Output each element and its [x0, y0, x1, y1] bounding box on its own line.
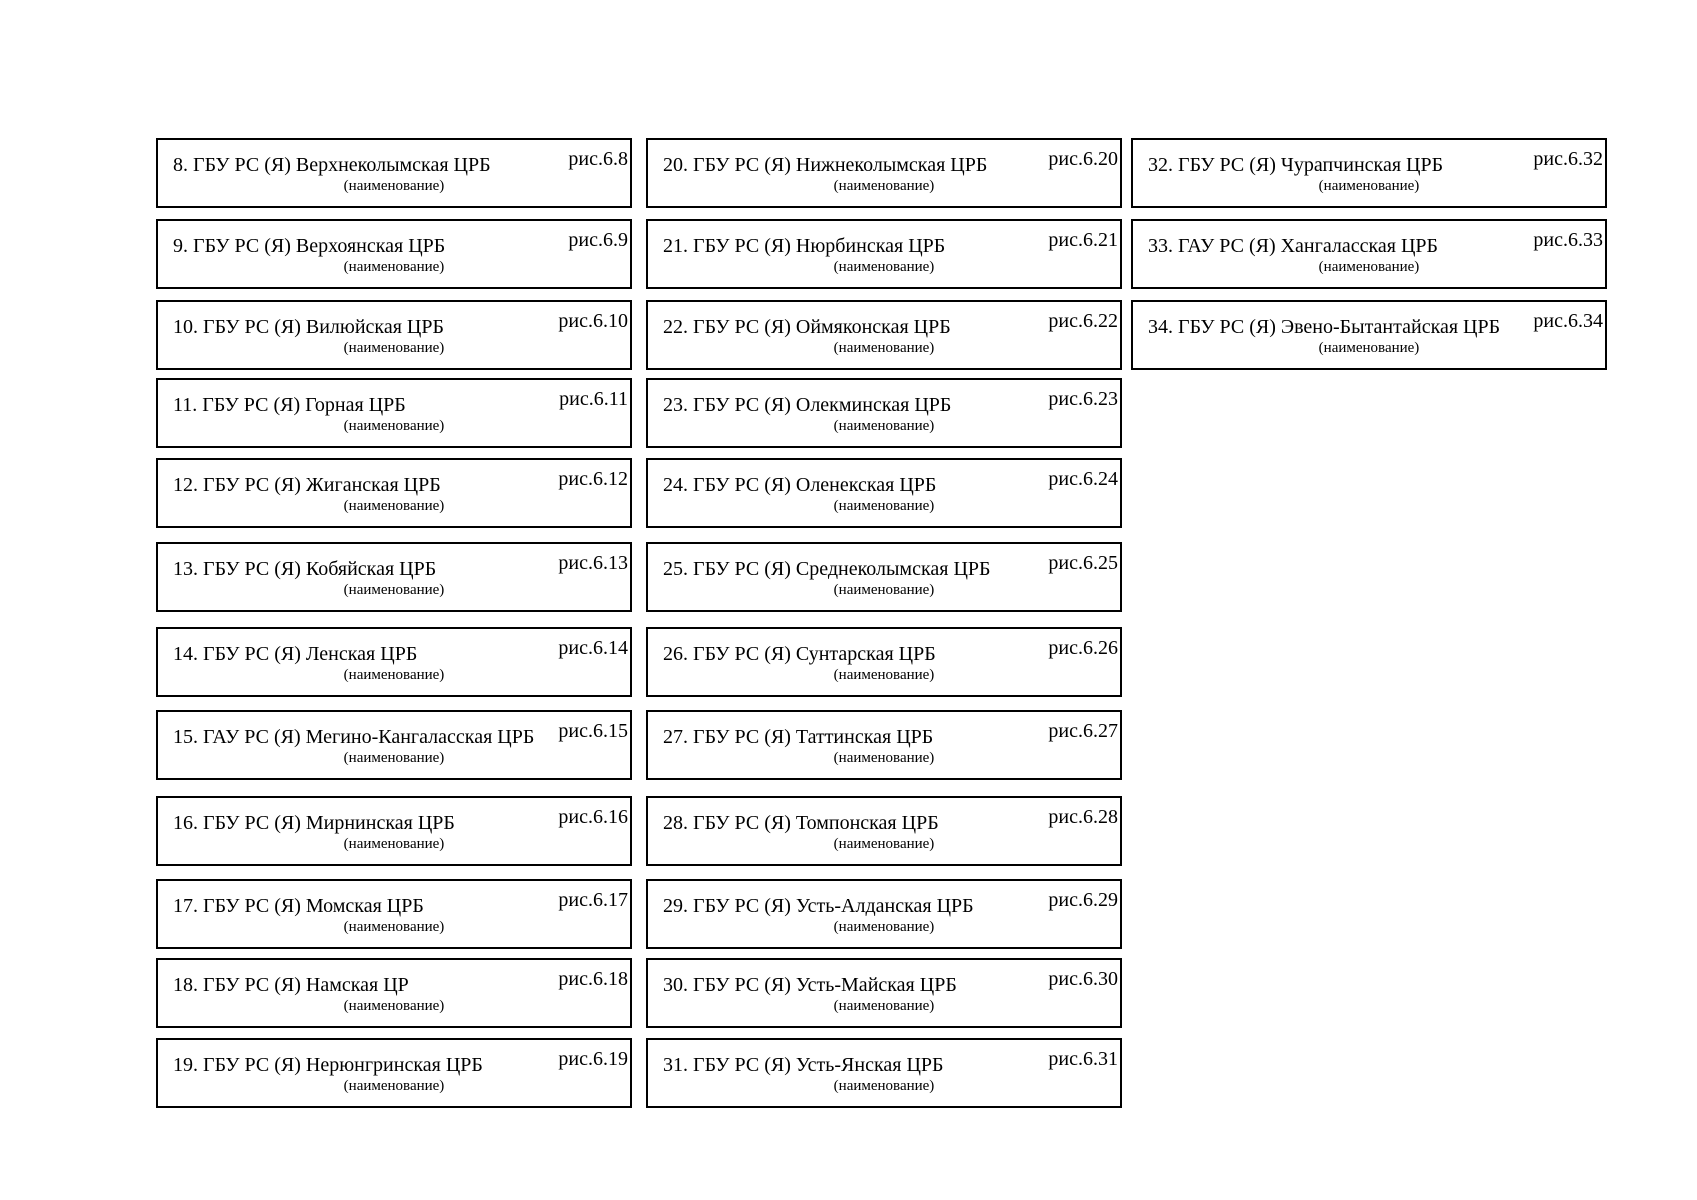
institution-box — [156, 879, 632, 949]
institution-box — [156, 542, 632, 612]
figure-reference: рис.6.15 — [558, 720, 628, 742]
institution-title: 29. ГБУ РС (Я) Усть-Алданская ЦРБ — [663, 895, 974, 917]
caption-label: (наименование) — [343, 340, 445, 356]
caption-label: (наименование) — [833, 340, 935, 356]
institution-box — [646, 879, 1122, 949]
figure-reference: рис.6.8 — [568, 148, 628, 170]
caption-label: (наименование) — [833, 259, 935, 275]
institution-box — [646, 1038, 1122, 1108]
institution-box — [156, 796, 632, 866]
institution-title: 30. ГБУ РС (Я) Усть-Майская ЦРБ — [663, 974, 957, 996]
institution-box — [156, 1038, 632, 1108]
figure-reference: рис.6.10 — [558, 310, 628, 332]
caption-label: (наименование) — [833, 178, 935, 194]
caption-label: (наименование) — [833, 919, 935, 935]
institution-title: 28. ГБУ РС (Я) Томпонская ЦРБ — [663, 812, 939, 834]
figure-reference: рис.6.23 — [1048, 388, 1118, 410]
institution-box — [156, 300, 632, 370]
caption-label: (наименование) — [343, 998, 445, 1014]
institution-box — [646, 958, 1122, 1028]
institution-title: 32. ГБУ РС (Я) Чурапчинская ЦРБ — [1148, 154, 1444, 176]
figure-reference: рис.6.32 — [1533, 148, 1603, 170]
institution-box — [646, 219, 1122, 289]
institution-title: 27. ГБУ РС (Я) Таттинская ЦРБ — [663, 726, 934, 748]
institution-title: 19. ГБУ РС (Я) Нерюнгринская ЦРБ — [173, 1054, 483, 1076]
figure-reference: рис.6.31 — [1048, 1048, 1118, 1070]
institution-title: 25. ГБУ РС (Я) Среднеколымская ЦРБ — [663, 558, 991, 580]
institution-title: 14. ГБУ РС (Я) Ленская ЦРБ — [173, 643, 418, 665]
institution-title: 13. ГБУ РС (Я) Кобяйская ЦРБ — [173, 558, 437, 580]
caption-label: (наименование) — [343, 836, 445, 852]
institution-title: 10. ГБУ РС (Я) Вилюйская ЦРБ — [173, 316, 444, 338]
figure-reference: рис.6.17 — [558, 889, 628, 911]
caption-label: (наименование) — [343, 178, 445, 194]
institution-box — [156, 458, 632, 528]
figure-reference: рис.6.21 — [1048, 229, 1118, 251]
institution-box — [1131, 300, 1607, 370]
institution-title: 24. ГБУ РС (Я) Оленекская ЦРБ — [663, 474, 937, 496]
institution-box — [156, 219, 632, 289]
institution-box — [1131, 219, 1607, 289]
caption-label: (наименование) — [343, 259, 445, 275]
institution-box — [646, 378, 1122, 448]
institution-title: 16. ГБУ РС (Я) Мирнинская ЦРБ — [173, 812, 455, 834]
figure-reference: рис.6.18 — [558, 968, 628, 990]
institution-title: 9. ГБУ РС (Я) Верхоянская ЦРБ — [173, 235, 446, 257]
institution-box — [156, 138, 632, 208]
institution-title: 33. ГАУ РС (Я) Хангаласская ЦРБ — [1148, 235, 1439, 257]
institution-title: 17. ГБУ РС (Я) Момская ЦРБ — [173, 895, 424, 917]
institution-box — [646, 710, 1122, 780]
caption-label: (наименование) — [833, 418, 935, 434]
figure-reference: рис.6.9 — [568, 229, 628, 251]
caption-label: (наименование) — [833, 998, 935, 1014]
institution-box — [156, 627, 632, 697]
caption-label: (наименование) — [833, 582, 935, 598]
institution-box — [646, 627, 1122, 697]
figure-reference: рис.6.13 — [558, 552, 628, 574]
institution-title: 26. ГБУ РС (Я) Сунтарская ЦРБ — [663, 643, 936, 665]
figure-reference: рис.6.22 — [1048, 310, 1118, 332]
caption-label: (наименование) — [833, 498, 935, 514]
figure-reference: рис.6.33 — [1533, 229, 1603, 251]
institution-title: 15. ГАУ РС (Я) Мегино-Кангаласская ЦРБ — [173, 726, 535, 748]
figure-reference: рис.6.27 — [1048, 720, 1118, 742]
caption-label: (наименование) — [1318, 178, 1420, 194]
caption-label: (наименование) — [343, 1078, 445, 1094]
figure-reference: рис.6.34 — [1533, 310, 1603, 332]
institution-title: 11. ГБУ РС (Я) Горная ЦРБ — [173, 394, 406, 416]
caption-label: (наименование) — [833, 1078, 935, 1094]
institution-title: 23. ГБУ РС (Я) Олекминская ЦРБ — [663, 394, 952, 416]
institution-box — [646, 542, 1122, 612]
institution-box — [646, 300, 1122, 370]
institution-title: 8. ГБУ РС (Я) Верхнеколымская ЦРБ — [173, 154, 491, 176]
caption-label: (наименование) — [833, 667, 935, 683]
institution-title: 22. ГБУ РС (Я) Оймяконская ЦРБ — [663, 316, 951, 338]
institution-box — [1131, 138, 1607, 208]
caption-label: (наименование) — [343, 498, 445, 514]
figure-reference: рис.6.26 — [1048, 637, 1118, 659]
figure-reference: рис.6.11 — [559, 388, 628, 410]
caption-label: (наименование) — [1318, 259, 1420, 275]
caption-label: (наименование) — [833, 750, 935, 766]
figure-reference: рис.6.24 — [1048, 468, 1118, 490]
caption-label: (наименование) — [833, 836, 935, 852]
institution-title: 12. ГБУ РС (Я) Жиганская ЦРБ — [173, 474, 441, 496]
institution-box — [646, 796, 1122, 866]
caption-label: (наименование) — [343, 667, 445, 683]
figure-reference: рис.6.28 — [1048, 806, 1118, 828]
institution-title: 20. ГБУ РС (Я) Нижнеколымская ЦРБ — [663, 154, 988, 176]
caption-label: (наименование) — [343, 919, 445, 935]
institution-box — [646, 138, 1122, 208]
institution-title: 31. ГБУ РС (Я) Усть-Янская ЦРБ — [663, 1054, 944, 1076]
figure-reference: рис.6.20 — [1048, 148, 1118, 170]
institution-title: 21. ГБУ РС (Я) Нюрбинская ЦРБ — [663, 235, 946, 257]
caption-label: (наименование) — [343, 418, 445, 434]
figure-reference: рис.6.19 — [558, 1048, 628, 1070]
figure-reference: рис.6.12 — [558, 468, 628, 490]
caption-label: (наименование) — [1318, 340, 1420, 356]
institution-box — [156, 378, 632, 448]
institution-title: 34. ГБУ РС (Я) Эвено-Бытантайская ЦРБ — [1148, 316, 1501, 338]
figure-reference: рис.6.25 — [1048, 552, 1118, 574]
caption-label: (наименование) — [343, 750, 445, 766]
institution-box — [646, 458, 1122, 528]
figure-reference: рис.6.29 — [1048, 889, 1118, 911]
caption-label: (наименование) — [343, 582, 445, 598]
institution-title: 18. ГБУ РС (Я) Намская ЦР — [173, 974, 409, 996]
figure-reference: рис.6.30 — [1048, 968, 1118, 990]
figure-reference: рис.6.14 — [558, 637, 628, 659]
institution-box — [156, 710, 632, 780]
figure-reference: рис.6.16 — [558, 806, 628, 828]
institution-box — [156, 958, 632, 1028]
